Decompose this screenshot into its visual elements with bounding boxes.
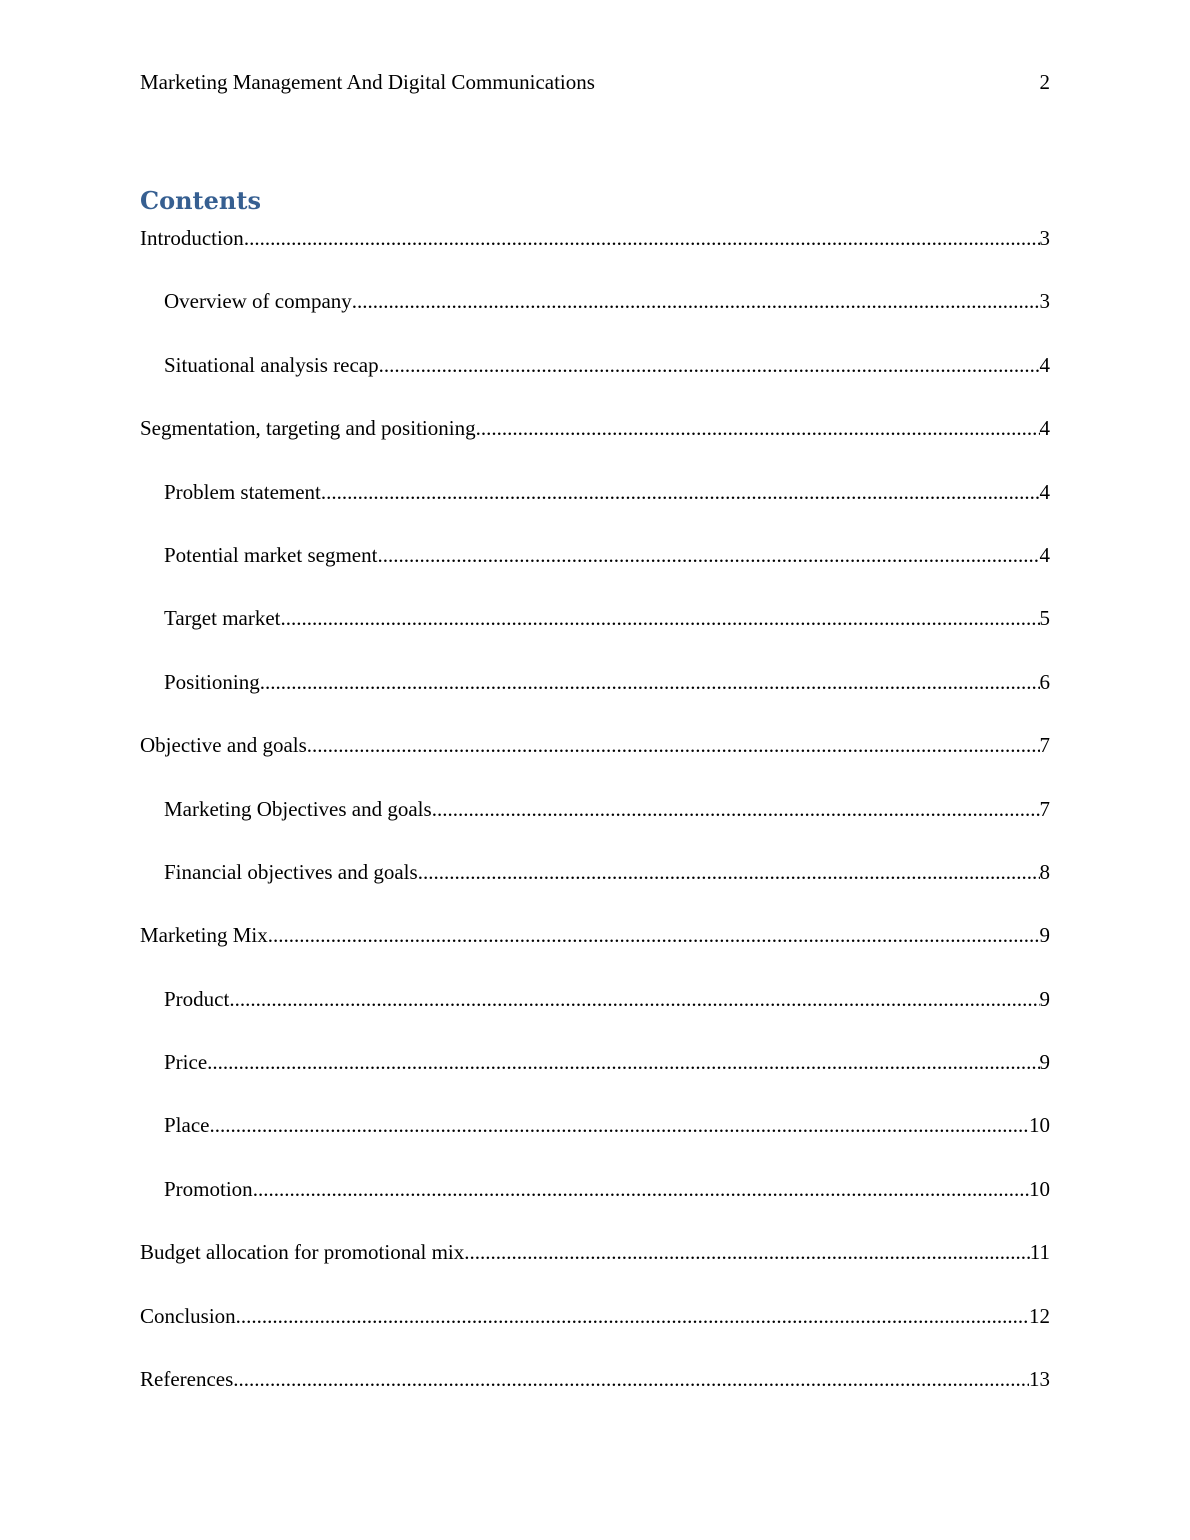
dot-leader [379, 351, 1040, 379]
toc-entry-page-number[interactable]: 4 [1039, 542, 1050, 567]
toc-entry-title[interactable]: Situational analysis recap [164, 352, 379, 377]
toc-entry-title[interactable]: References [140, 1367, 234, 1392]
toc-entry-page-number[interactable]: 12 [1029, 1303, 1050, 1328]
document-title: Marketing Management And Digital Communications [140, 70, 595, 94]
toc-entry[interactable] [140, 541, 1050, 604]
table-of-contents [140, 224, 1050, 1428]
toc-entry-title[interactable]: Promotion [164, 1176, 253, 1201]
toc-entry-title[interactable]: Positioning [164, 669, 260, 694]
toc-entry-title[interactable]: Marketing Objectives and goals [164, 796, 432, 821]
toc-entry[interactable] [140, 668, 1050, 731]
dot-leader [236, 1302, 1029, 1330]
dot-leader [209, 1111, 1029, 1139]
toc-entry-page-number[interactable]: 4 [1039, 479, 1050, 504]
toc-entry-page-number[interactable]: 7 [1039, 796, 1050, 821]
toc-entry[interactable] [140, 351, 1050, 414]
page-header [140, 70, 1050, 100]
toc-entry-page-number[interactable]: 4 [1039, 416, 1050, 441]
dot-leader [321, 478, 1040, 506]
toc-entry[interactable] [140, 858, 1050, 921]
dot-leader [244, 224, 1040, 252]
dot-leader [476, 414, 1040, 442]
toc-entry[interactable] [140, 731, 1050, 794]
toc-entry-title[interactable]: Target market [164, 606, 281, 631]
toc-entry[interactable] [140, 224, 1050, 287]
toc-entry-page-number[interactable]: 9 [1039, 923, 1050, 948]
toc-entry[interactable] [140, 604, 1050, 667]
dot-leader [464, 1238, 1029, 1266]
toc-entry[interactable] [140, 1238, 1050, 1301]
toc-entry-page-number[interactable]: 5 [1039, 606, 1050, 631]
toc-entry-page-number[interactable]: 3 [1039, 226, 1050, 250]
toc-entry[interactable] [140, 1048, 1050, 1111]
dot-leader [229, 985, 1039, 1013]
toc-entry-page-number[interactable]: 10 [1029, 1176, 1050, 1201]
toc-entry-page-number[interactable]: 9 [1039, 986, 1050, 1011]
toc-entry[interactable] [140, 1111, 1050, 1174]
toc-entry-title[interactable]: Marketing Mix [140, 923, 268, 948]
toc-entry-title[interactable]: Introduction [140, 226, 244, 250]
toc-entry-title[interactable]: Conclusion [140, 1303, 236, 1328]
toc-entry-title[interactable]: Budget allocation for promotional mix [140, 1240, 465, 1265]
toc-entry-title[interactable]: Financial objectives and goals [164, 859, 418, 884]
dot-leader [432, 795, 1040, 823]
dot-leader [418, 858, 1040, 886]
toc-entry[interactable] [140, 1365, 1050, 1428]
toc-entry[interactable] [140, 414, 1050, 477]
toc-entry-page-number[interactable]: 6 [1039, 669, 1050, 694]
toc-entry[interactable] [140, 1302, 1050, 1365]
toc-entry-title[interactable]: Segmentation, targeting and positioning [140, 416, 476, 441]
dot-leader [268, 921, 1040, 949]
toc-entry-page-number[interactable]: 3 [1039, 289, 1050, 314]
toc-entry[interactable] [140, 1175, 1050, 1238]
dot-leader [207, 1048, 1039, 1076]
dot-leader [352, 287, 1040, 315]
toc-entry-page-number[interactable]: 9 [1039, 1050, 1050, 1075]
toc-entry-page-number[interactable]: 8 [1039, 859, 1050, 884]
dot-leader [260, 668, 1040, 696]
toc-entry-page-number[interactable]: 10 [1029, 1113, 1050, 1138]
dot-leader [377, 541, 1039, 569]
toc-entry[interactable] [140, 478, 1050, 541]
toc-entry-page-number[interactable]: 4 [1039, 352, 1050, 377]
toc-entry-title[interactable]: Price [164, 1050, 208, 1075]
toc-entry-title[interactable]: Overview of company [164, 289, 352, 314]
toc-heading: Contents [140, 186, 261, 215]
toc-entry-title[interactable]: Product [164, 986, 230, 1011]
toc-entry-title[interactable]: Problem statement [164, 479, 321, 504]
toc-entry[interactable] [140, 287, 1050, 350]
dot-leader [253, 1175, 1029, 1203]
page-number: 2 [1039, 70, 1050, 94]
toc-entry-page-number[interactable]: 11 [1029, 1240, 1050, 1265]
toc-entry-page-number[interactable]: 7 [1039, 733, 1050, 758]
dot-leader [307, 731, 1040, 759]
dot-leader [281, 604, 1040, 632]
dot-leader [233, 1365, 1029, 1393]
toc-entry-page-number[interactable]: 13 [1029, 1367, 1050, 1392]
toc-entry-title[interactable]: Place [164, 1113, 210, 1138]
toc-entry[interactable] [140, 985, 1050, 1048]
toc-entry[interactable] [140, 795, 1050, 858]
toc-entry[interactable] [140, 921, 1050, 984]
toc-entry-title[interactable]: Objective and goals [140, 733, 307, 758]
toc-entry-title[interactable]: Potential market segment [164, 542, 378, 567]
